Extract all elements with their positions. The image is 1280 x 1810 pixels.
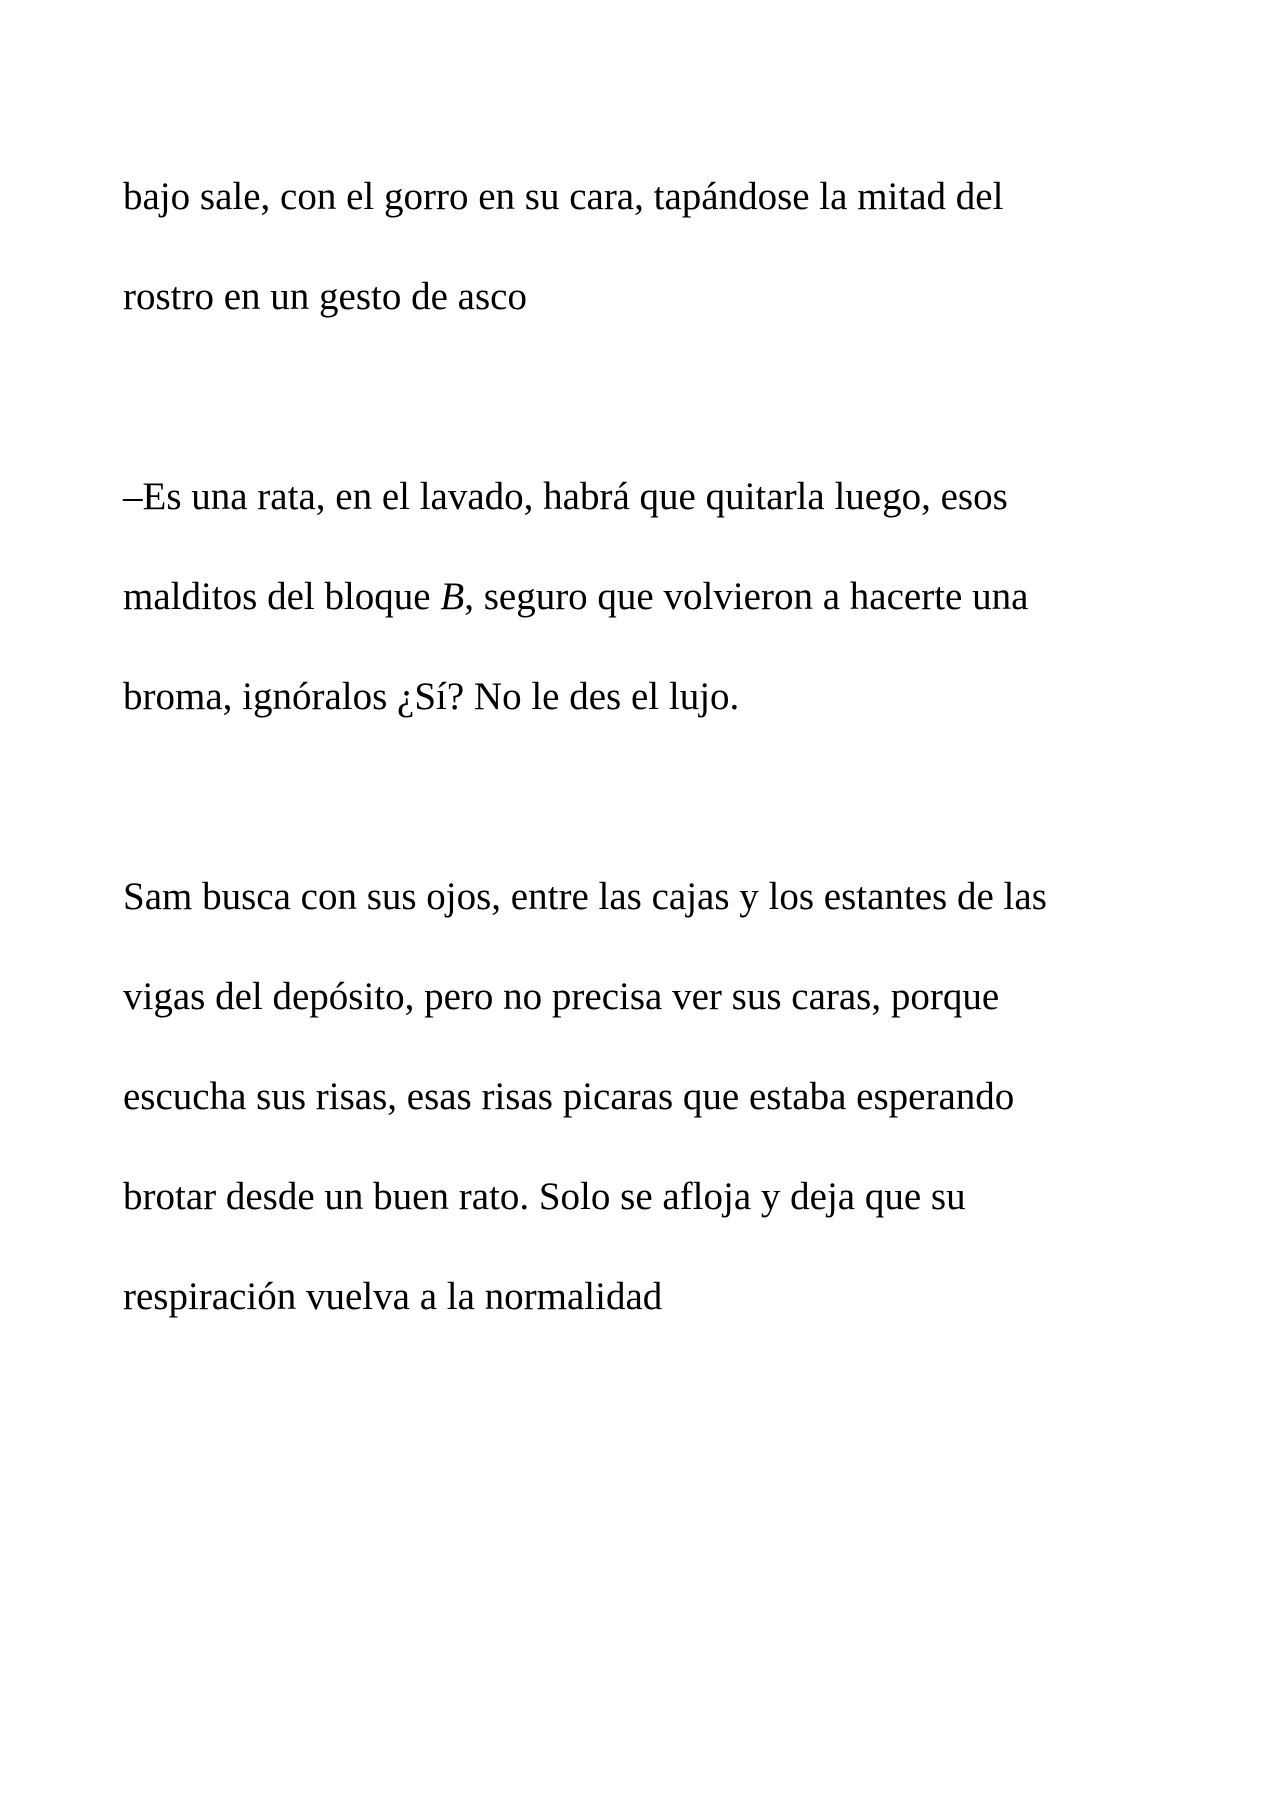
text-line: bajo sale, con el gorro en su cara, tapándose la mitad del bbox=[123, 175, 1004, 218]
paragraph-2 bbox=[123, 422, 1183, 772]
text-line: broma, ignóralos ¿Sí? No le des el lujo. bbox=[123, 675, 740, 718]
text-line: respiración vuelva a la normalidad bbox=[123, 1275, 663, 1318]
text-run: , seguro que volvieron a hacerte una bbox=[464, 575, 1029, 618]
text-line: rostro en un gesto de asco bbox=[123, 275, 527, 318]
body-text bbox=[123, 122, 1183, 1422]
text-line: Sam busca con sus ojos, entre las cajas y los estantes de las bbox=[123, 875, 1047, 918]
text-line bbox=[123, 572, 1183, 622]
italic-letter: B bbox=[440, 575, 465, 618]
text-line: vigas del depósito, pero no precisa ver sus caras, porque bbox=[123, 975, 1000, 1018]
paragraph-3 bbox=[123, 822, 1183, 1372]
text-line: brotar desde un buen rato. Solo se afloja y deja que su bbox=[123, 1175, 966, 1218]
paragraph-1 bbox=[123, 122, 1183, 372]
text-line: –Es una rata, en el lavado, habrá que quitarla luego, esos bbox=[123, 475, 1008, 518]
text-run: malditos del bloque bbox=[123, 575, 441, 618]
text-line: escucha sus risas, esas risas picaras que estaba esperando bbox=[123, 1075, 1015, 1118]
